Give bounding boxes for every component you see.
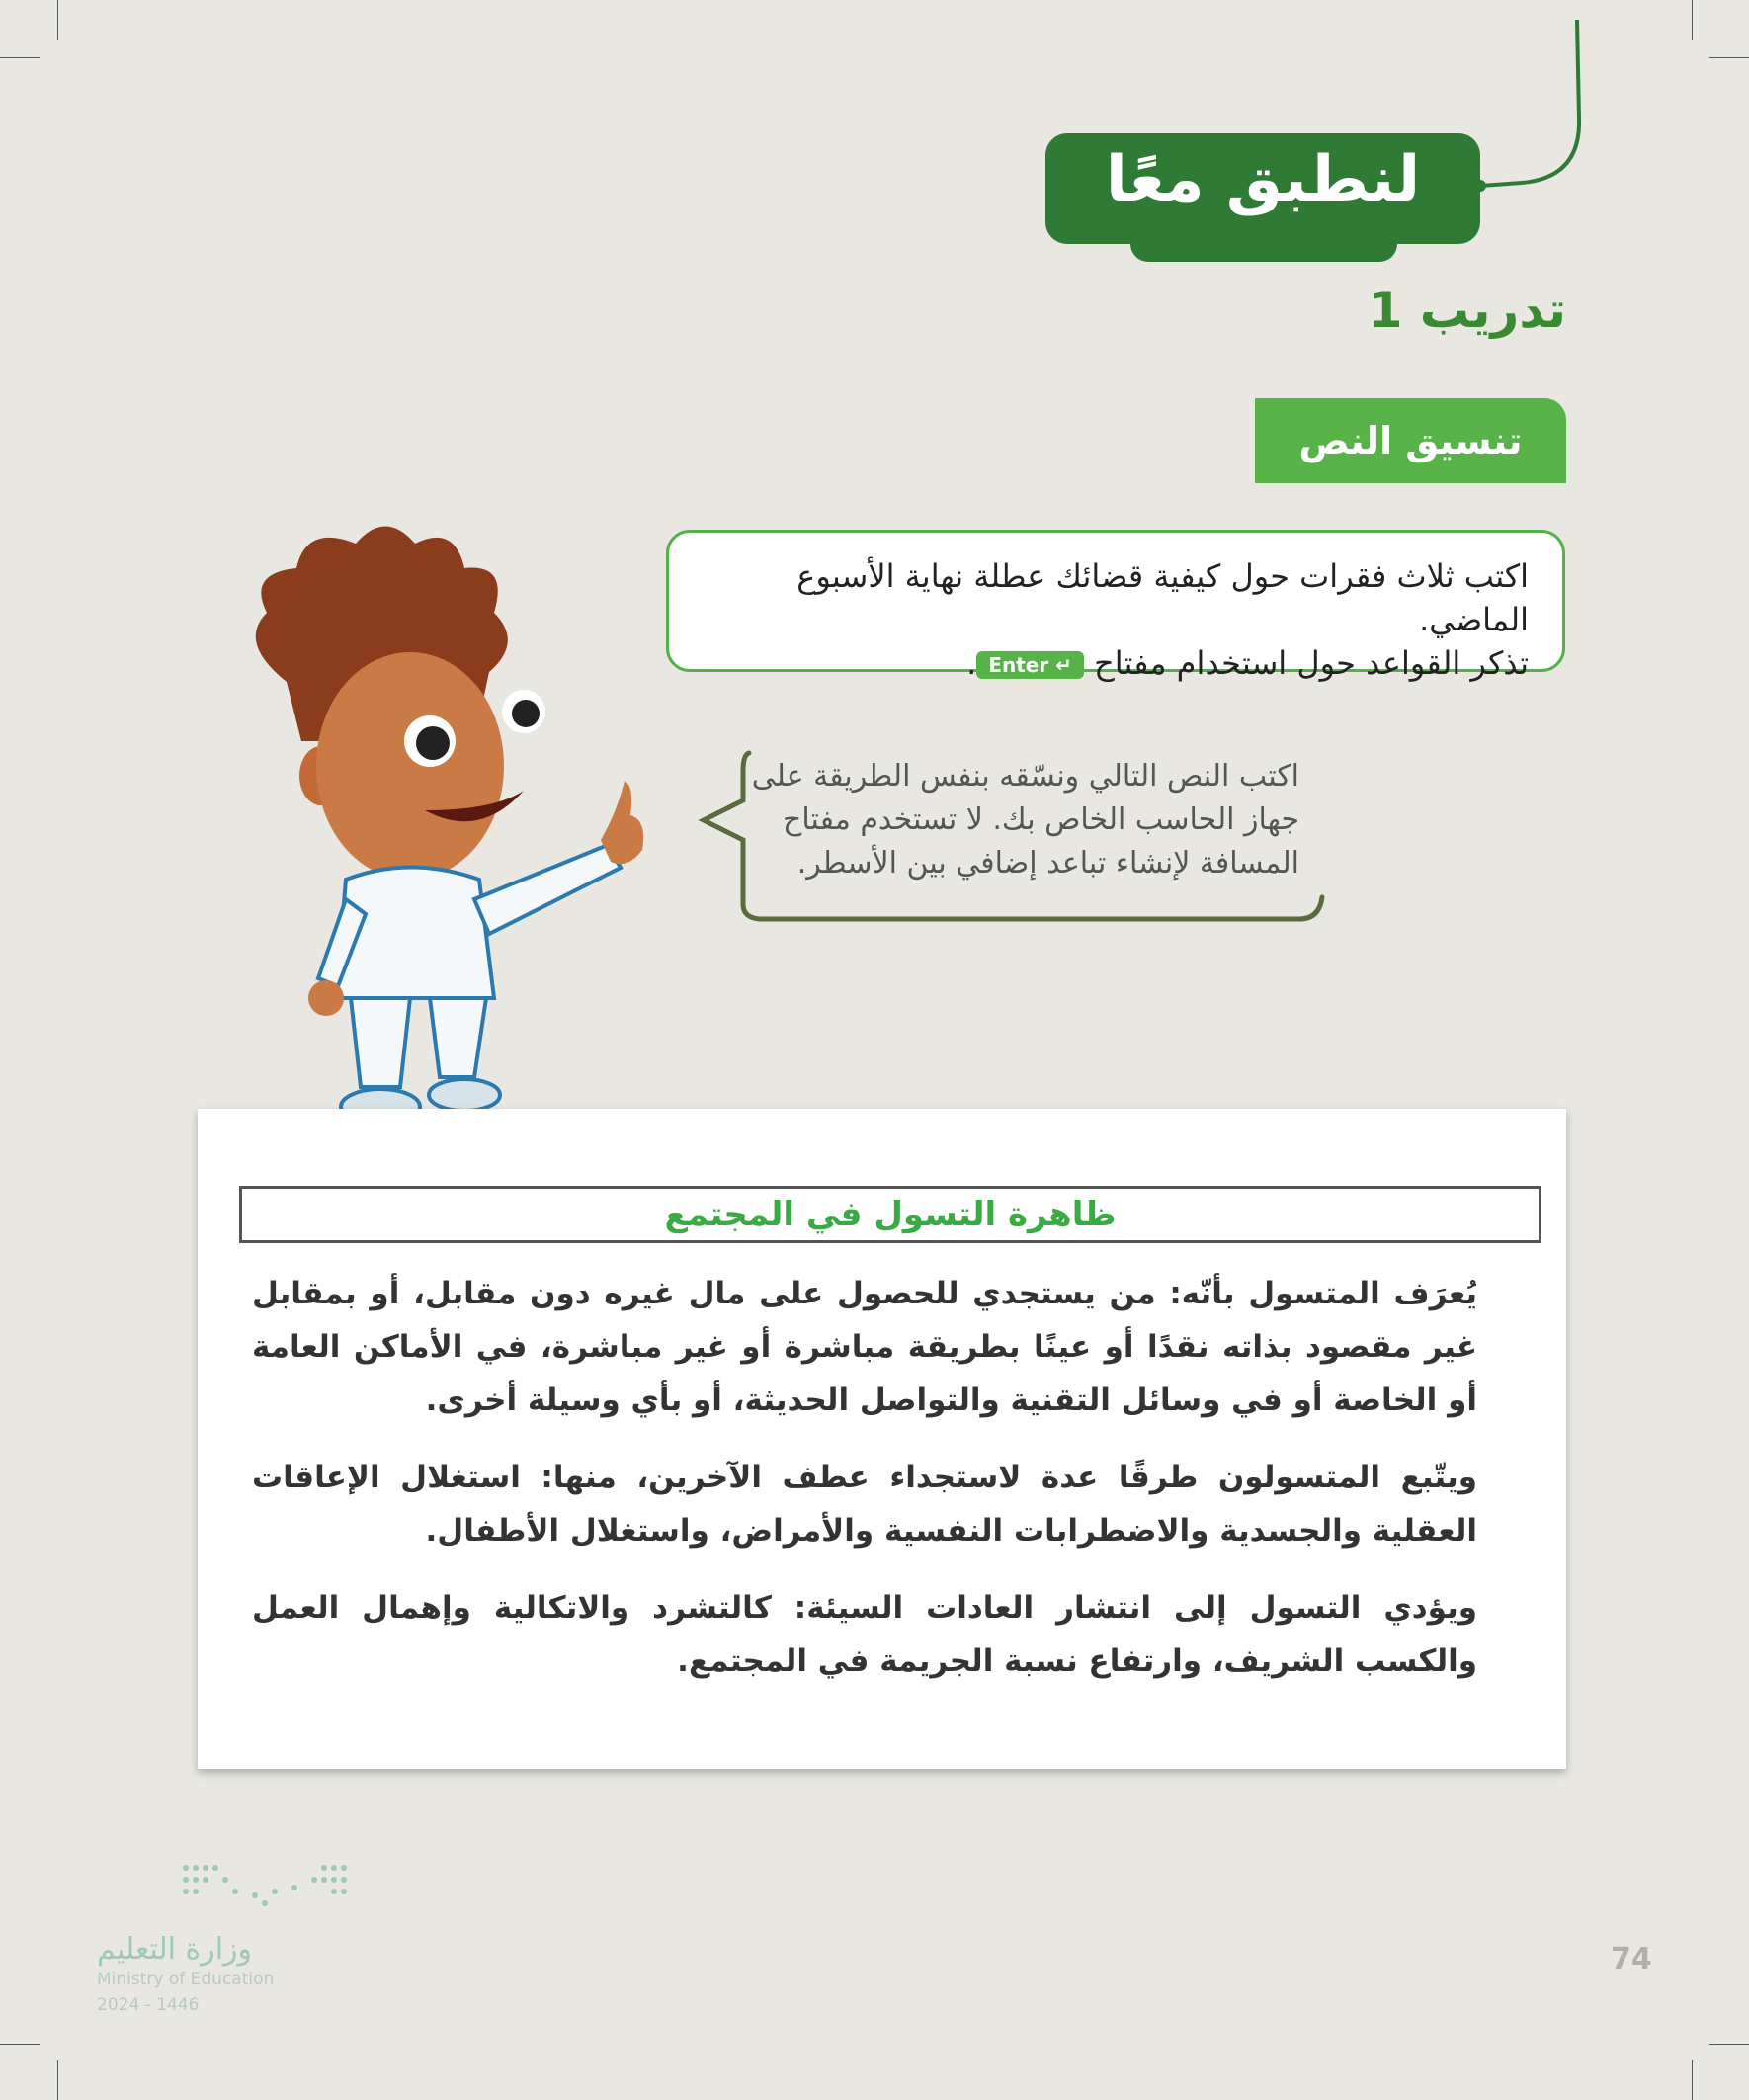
document-heading: ظاهرة التسول في المجتمع <box>239 1186 1541 1243</box>
ministry-name-en: Ministry of Education <box>97 1970 275 1989</box>
speech-bubble-text <box>746 755 1299 885</box>
enter-key-icon: Enter ↵ <box>976 651 1084 679</box>
ministry-logo-icon <box>178 1860 356 1919</box>
section-label: تنسيق النص <box>1255 398 1566 483</box>
crop-mark-bottom-right-h <box>1709 2044 1749 2045</box>
boy-character-illustration <box>227 514 682 1146</box>
crop-mark-bottom-left-h <box>0 2044 40 2045</box>
task-line-2-text: تذكر القواعد حول استخدام مفتاح <box>1094 644 1529 682</box>
document-paragraph-3: ويؤدي التسول إلى انتشار العادات السيئة: كالتشرد والاتكالية وإهمال العمل والكسب الشريف، وارتفاع نسبة الجريمة في المجتمع. <box>252 1590 1477 1679</box>
speech-line-3: المسافة لإنشاء تباعد إضافي بين الأسطر. <box>796 846 1299 881</box>
ministry-name-ar: وزارة التعليم <box>97 1932 253 1967</box>
page-number: 74 <box>1611 1942 1652 1976</box>
task-line-1: اكتب ثلاث فقرات حول كيفية قضائك عطلة نهاية الأسبوع الماضي. <box>796 557 1529 638</box>
speech-line-2: جهاز الحاسب الخاص بك. لا تستخدم مفتاح <box>783 802 1299 837</box>
crop-mark-bottom-right-v <box>1692 2060 1693 2100</box>
drill-title: تدريب 1 <box>1368 282 1566 339</box>
task-line-2-end: . <box>966 644 977 682</box>
crop-mark-bottom-left-v <box>57 2060 58 2100</box>
document-paragraph-2: ويتّبع المتسولون طرقًا عدة لاستجداء عطف الآخرين، منها: استغلال الإعاقات العقلية والجسدية والاضطرابات النفسية والأمراض، واستغلال الأطفال. <box>252 1460 1477 1549</box>
page-title: لنطبق معًا <box>1105 143 1421 216</box>
speech-line-1: اكتب النص التالي ونسّقه بنفس الطريقة على <box>751 759 1299 794</box>
ministry-year: 2024 - 1446 <box>97 1995 200 2015</box>
document-paragraph-1: يُعرَف المتسول بأنّه: من يستجدي للحصول على مال غيره دون مقابل، أو بمقابل غير مقصود بذاته نقدًا أو عينًا بطريقة مباشرة أو غير مباشرة، في الأماكن العامة أو الخاصة أو في وسائل التقنية والتواصل الحديثة، أو بأي وسيلة أخرى. <box>252 1276 1477 1418</box>
document-body <box>252 1267 1477 1712</box>
document-sample-card <box>198 1109 1566 1769</box>
